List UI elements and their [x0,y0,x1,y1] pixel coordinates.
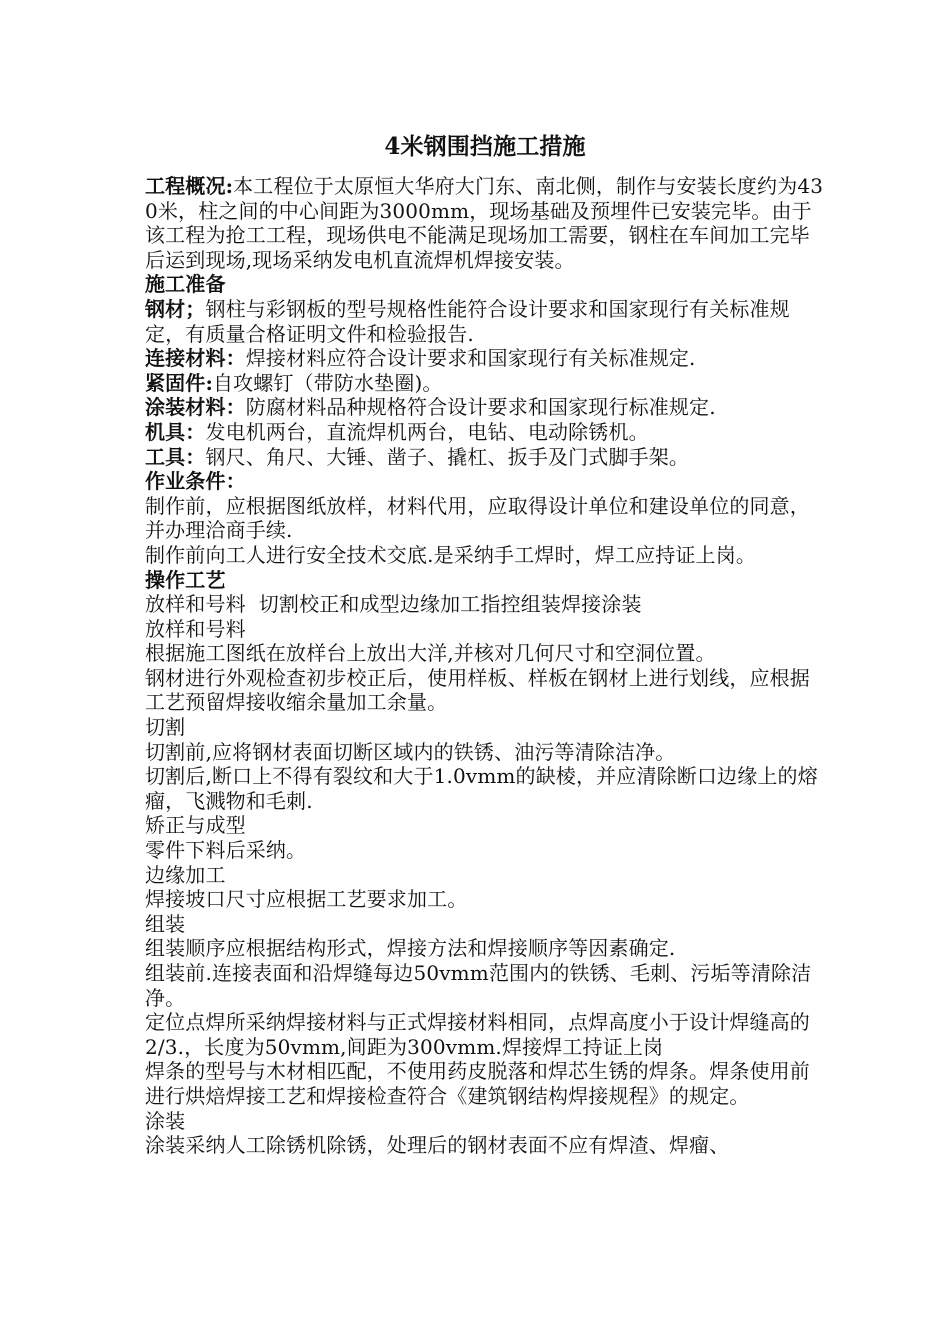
overview-text: 本工程位于太原恒大华府大门东、南北侧，制作与安装长度约为430米，柱之间的中心间距为3000mm，现场基础及预埋件已安装完毕。由于该工程为抢工工程，现场供电不能满足现场加工需要，钢柱在车间加工完毕后运到现场,现场采纳发电机直流焊机焊接安装。 [145,174,824,272]
material-label: 工具： [145,444,206,469]
material-item [145,420,825,445]
process-line: 涂装 [145,1108,186,1133]
material-item [145,297,825,346]
document-title: 4米钢围挡施工措施 [384,133,586,160]
material-text: 发电机两台，直流焊机两台，电钻、电动除锈机。 [205,419,649,444]
material-label: 钢材； [145,296,206,321]
process-line: 根据施工图纸在放样台上放出大洋,并核对几何尺寸和空洞位置。 [145,641,716,666]
process-line: 放样和号料 切割校正和成型边缘加工指控组装焊接涂装 [145,592,642,617]
document-page [145,132,825,1158]
material-label: 机具： [145,419,206,444]
process-line: 切割后,断口上不得有裂纹和大于1.0vmm的缺棱，并应清除断口边缘上的熔瘤，飞溅物和毛刺. [145,764,818,813]
process-line: 切割前,应将钢材表面切断区域内的铁锈、油污等清除洁净。 [145,739,676,764]
process-line: 焊条的型号与木材相匹配，不使用药皮脱落和焊芯生锈的焊条。焊条使用前进行烘焙焊接工艺和焊接检查符合《建筑钢结构焊接规程》的规定。 [145,1059,810,1108]
process-line: 放样和号料 [145,616,246,641]
material-text: 钢柱与彩钢板的型号规格性能符合设计要求和国家现行有关标准规定，有质量合格证明文件和检验报告. [145,296,790,346]
material-label: 连接材料： [145,346,246,371]
process-line: 组装前.连接表面和沿焊缝每边50vmm范围内的铁锈、毛刺、污垢等清除洁净。 [145,961,812,1010]
material-text: 焊接材料应符合设计要求和国家现行有关标准规定. [245,346,696,371]
material-item [145,445,825,470]
material-label: 涂装材料： [145,395,246,420]
process-line: 边缘加工 [145,862,226,887]
prep-heading: 施工准备 [145,272,226,297]
material-text: 自攻螺钉（带防水垫圈)。 [212,370,443,395]
material-item [145,346,825,371]
process-line: 定位点焊所采纳焊接材料与正式焊接材料相同，点焊高度小于设计焊缝高的2/3.，长度为50vmm,间距为300vmm.焊接焊工持证上岗 [145,1010,810,1059]
material-text: 防腐材料品种规格符合设计要求和国家现行标准规定. [245,395,716,420]
material-text: 钢尺、角尺、大锤、凿子、撬杠、扳手及门式脚手架。 [205,444,690,469]
process-line: 矫正与成型 [145,813,246,838]
material-item [145,371,825,396]
process-line: 钢材进行外观检查初步校正后，使用样板、样板在钢材上进行划线，应根据工艺预留焊接收缩余量加工余量。 [145,665,810,715]
process-line: 涂装采纳人工除锈机除锈，处理后的钢材表面不应有焊渣、焊瘤、 [145,1133,730,1158]
material-label: 紧固件: [145,370,213,395]
condition-item: 制作前，应根据图纸放样，材料代用，应取得设计单位和建设单位的同意，并办理洽商手续. [145,493,810,543]
overview-label: 工程概况: [145,174,234,198]
process-line: 零件下料后采纳。 [145,838,307,863]
overview-paragraph [145,174,825,272]
process-heading: 操作工艺 [145,567,226,592]
process-line: 组装顺序应根据结构形式，焊接方法和焊接顺序等因素确定. [145,936,676,961]
material-item [145,395,825,420]
condition-item: 制作前向工人进行安全技术交底.是采纳手工焊时，焊工应持证上岗。 [145,542,757,567]
process-line: 切割 [145,715,186,740]
conditions-heading: 作业条件： [145,469,246,494]
process-line: 组装 [145,911,186,936]
process-line: 焊接坡口尺寸应根据工艺要求加工。 [145,887,468,912]
